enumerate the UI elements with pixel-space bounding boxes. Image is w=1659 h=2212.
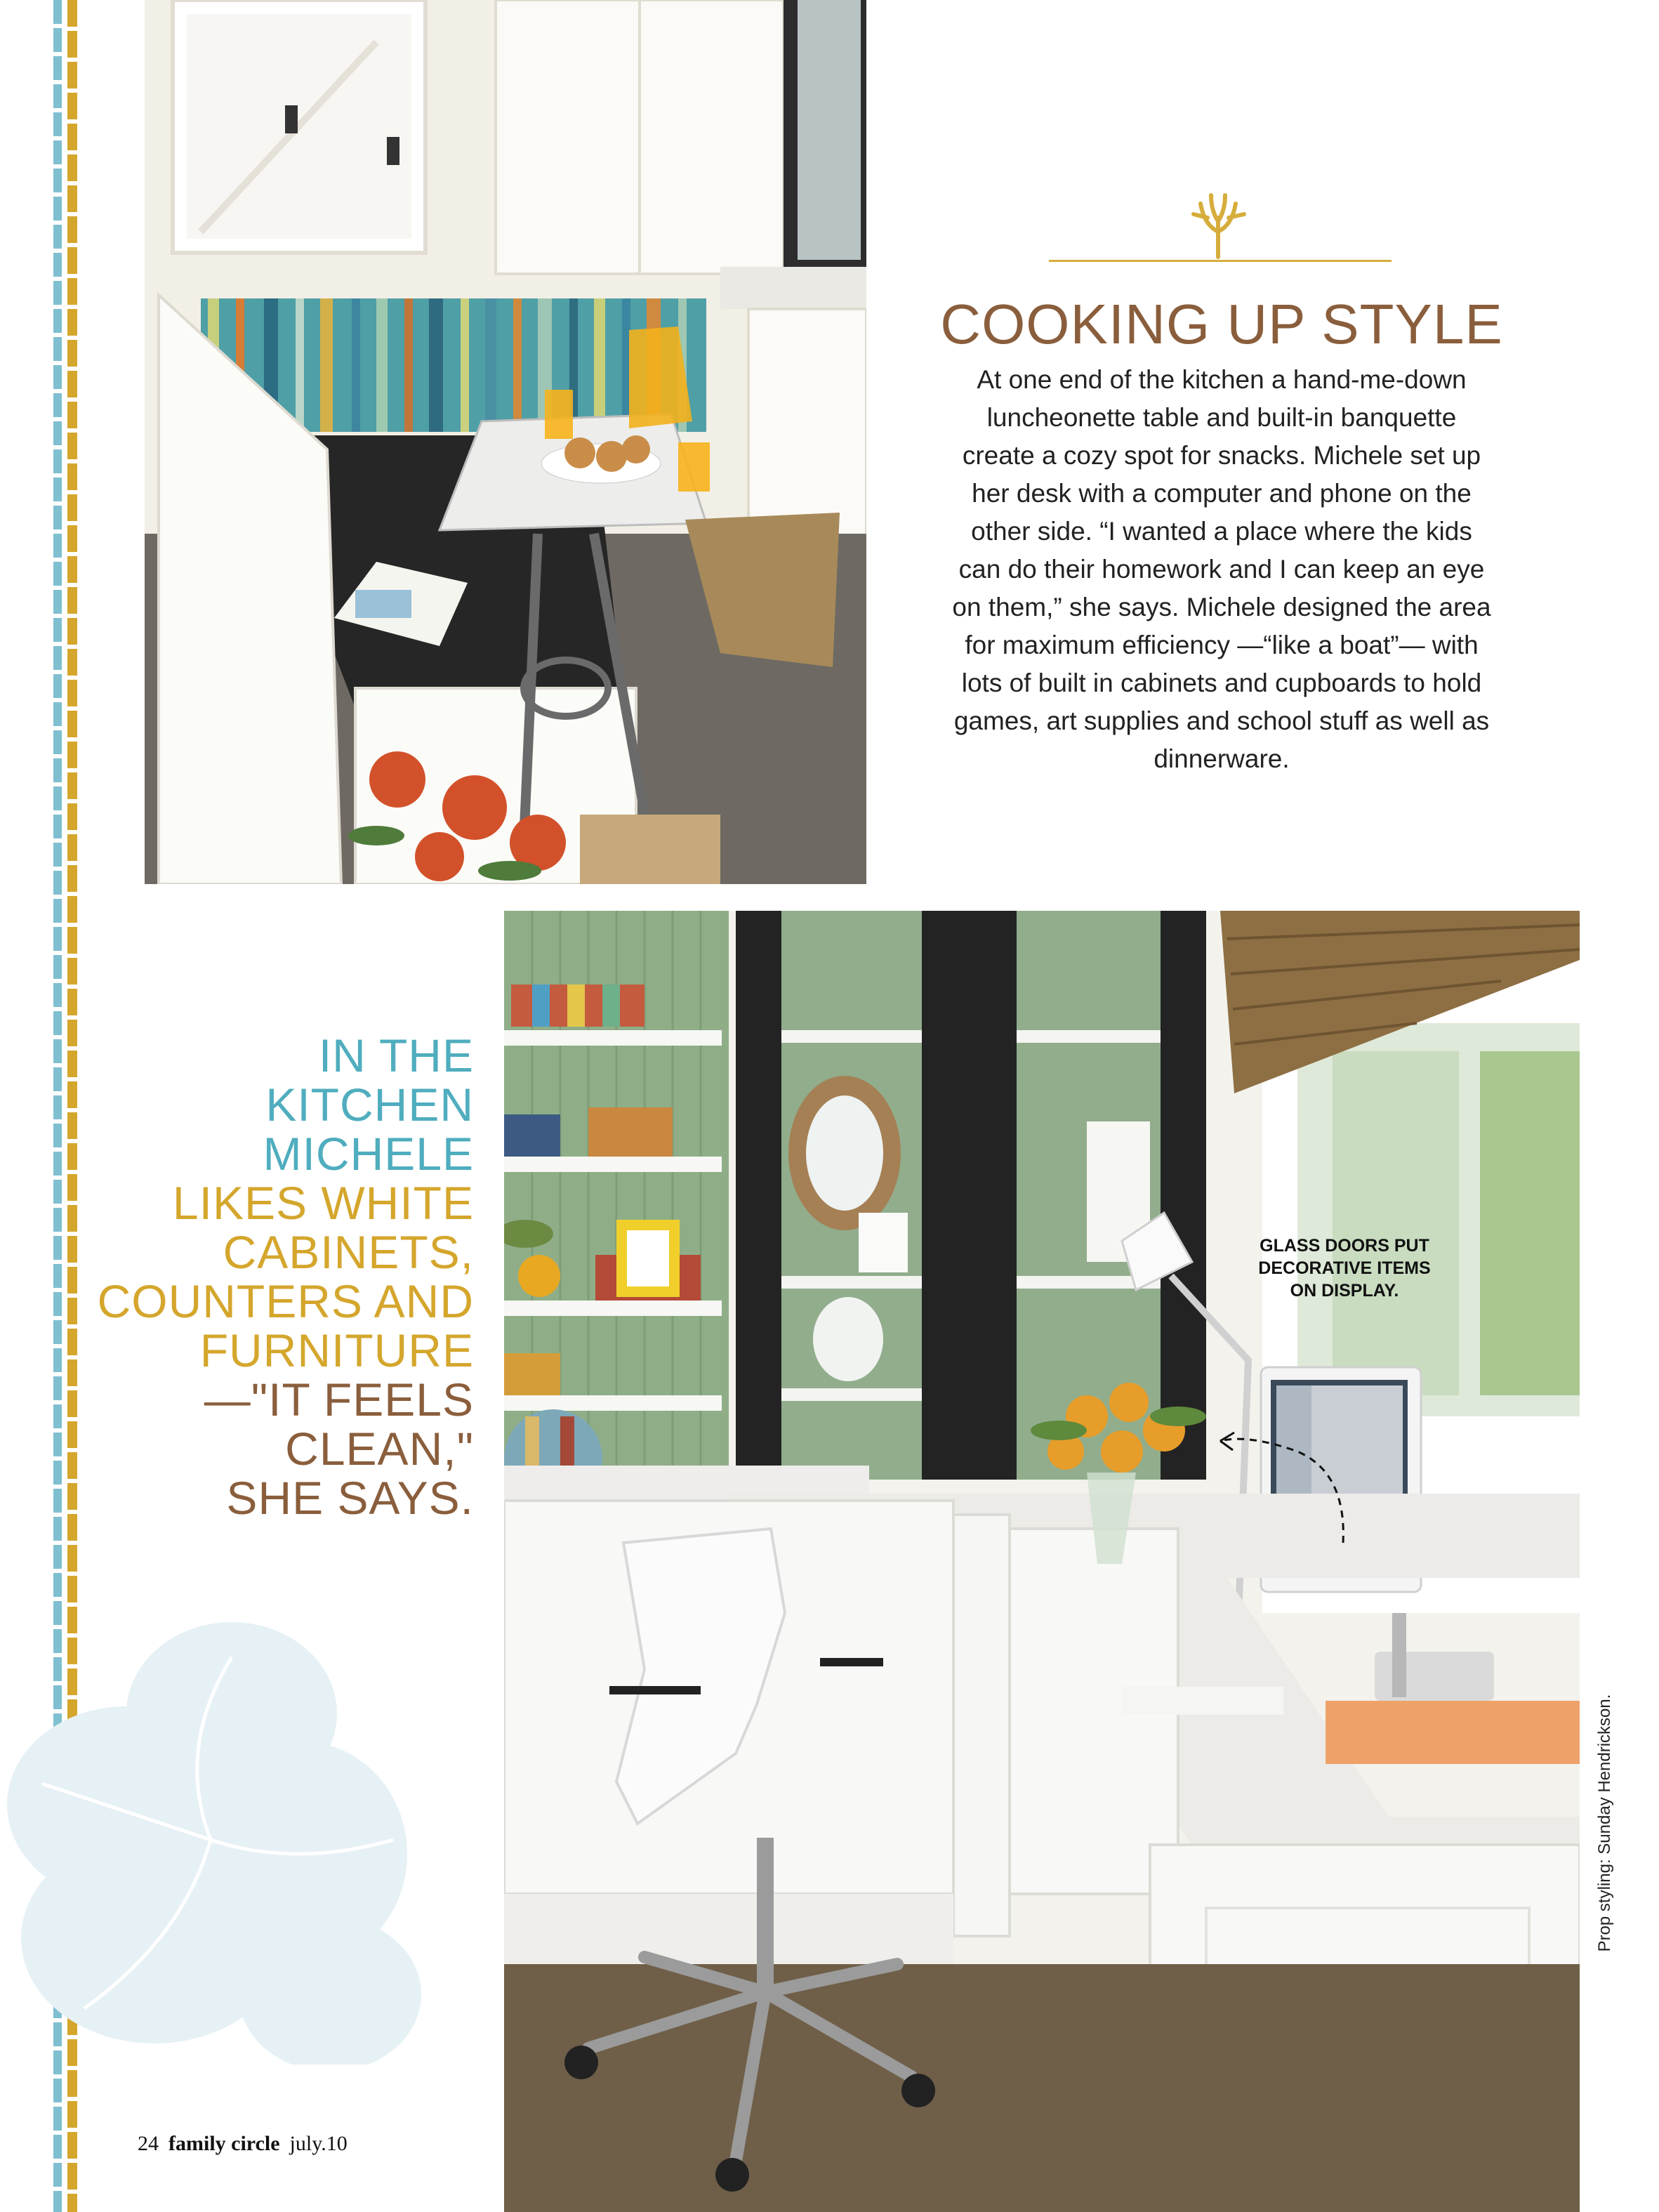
- pull-quote-line: COUNTERS AND: [97, 1275, 474, 1327]
- flower-watermark-icon: [0, 1573, 435, 2065]
- pull-quote-line: LIKES WHITE: [172, 1177, 474, 1229]
- pull-quote-line: —"IT FEELS: [204, 1374, 474, 1426]
- article-body: At one end of the kitchen a hand-me-down luncheonette table and built-in banquette create a cozy spot for snacks. Michele set up her desk with a computer and phone on the other side. “I wanted a place where the kids can do their homework and I can keep an eye on them,” she says. Michele designed the area for maximum efficiency —“like a boat”— with lots of built in cabinets and cupboards to hold games, art supplies and school stuff as well as dinnerware.: [952, 365, 1491, 773]
- pull-quote: [25, 1031, 474, 1522]
- callout-line: ON DISPLAY.: [1290, 1281, 1399, 1301]
- photo-callout: [1232, 1235, 1457, 1302]
- magazine-name: family circle: [168, 2132, 280, 2155]
- desk-area-photo: [504, 911, 1580, 2212]
- photo-credit: Prop styling: Sunday Hendrickson.: [1595, 1694, 1614, 1952]
- pull-quote-line: CLEAN,": [285, 1423, 474, 1475]
- coral-ornament-icon: [1187, 190, 1250, 260]
- pull-quote-line: FURNITURE: [199, 1324, 474, 1376]
- header-rule: [1049, 260, 1392, 262]
- folio: [138, 2132, 348, 2156]
- callout-line: GLASS DOORS PUT: [1260, 1236, 1429, 1256]
- pull-quote-line: IN THE: [318, 1029, 474, 1081]
- callout-line: DECORATIVE ITEMS: [1258, 1258, 1431, 1278]
- pull-quote-line: SHE SAYS.: [226, 1472, 474, 1524]
- pull-quote-line: KITCHEN: [265, 1079, 474, 1131]
- page-number: 24: [138, 2132, 159, 2155]
- issue-date: july.10: [289, 2132, 348, 2155]
- pull-quote-line: MICHELE: [263, 1128, 474, 1180]
- banquette-nook-photo: [145, 0, 866, 884]
- pull-quote-line: CABINETS,: [223, 1226, 474, 1278]
- article-headline: COOKING UP STYLE: [940, 293, 1503, 355]
